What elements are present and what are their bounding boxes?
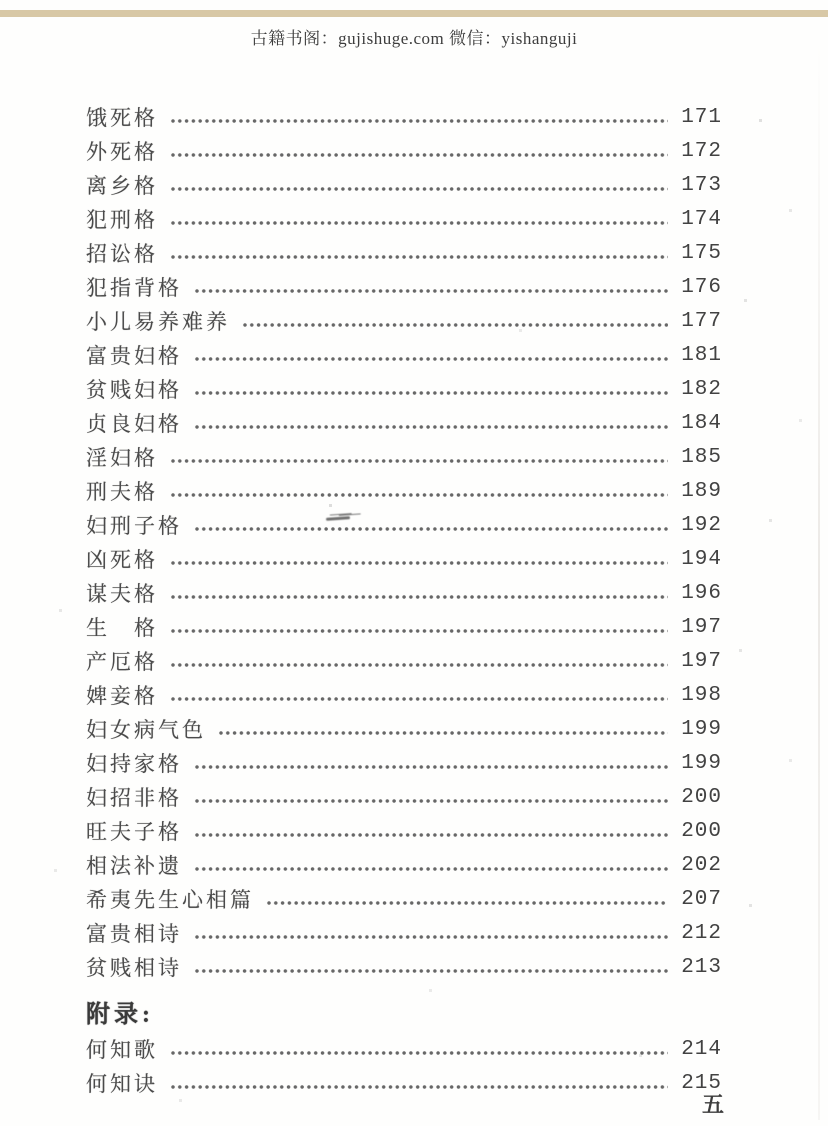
toc-entry (86, 168, 722, 202)
dotted-leader (194, 764, 668, 770)
toc-entry-page: 197 (681, 615, 722, 639)
dotted-leader (170, 458, 668, 464)
toc-entry-page: 194 (681, 547, 722, 571)
toc-entry-title: 何知诀 (86, 1072, 158, 1096)
toc-entry-page: 173 (681, 173, 722, 197)
toc-entry (86, 576, 722, 610)
toc-entry-page: 196 (681, 581, 722, 605)
toc-entry-page: 202 (681, 853, 722, 877)
dotted-leader (194, 866, 668, 872)
toc-entry-page: 198 (681, 683, 722, 707)
toc-entry-title: 妇刑子格 (86, 514, 182, 538)
toc-entry-title: 贫贱妇格 (86, 378, 182, 402)
toc-entry (86, 236, 722, 270)
toc-entry-page: 174 (681, 207, 722, 231)
dotted-leader (170, 492, 668, 498)
toc-entry (86, 372, 722, 406)
toc-entry (86, 916, 722, 950)
toc-entry (86, 950, 722, 984)
toc-entry-title: 妇女病气色 (86, 718, 206, 742)
toc-entry-title: 妇招非格 (86, 786, 182, 810)
toc-entry-title: 谋夫格 (86, 582, 158, 606)
toc-entry-page: 176 (681, 275, 722, 299)
dotted-leader (170, 662, 668, 668)
toc-entry-page: 177 (681, 309, 722, 333)
dotted-leader (170, 186, 668, 192)
dotted-leader (170, 696, 668, 702)
toc-list (86, 100, 722, 1100)
scan-top-band (0, 10, 828, 17)
toc-entry (86, 474, 722, 508)
toc-entry (86, 712, 722, 746)
dotted-leader (194, 798, 668, 804)
toc-entry-title: 何知歌 (86, 1038, 158, 1062)
dotted-leader (218, 730, 668, 736)
toc-entry (86, 440, 722, 474)
dotted-leader (170, 594, 668, 600)
toc-entry-title: 希夷先生心相篇 (86, 888, 254, 912)
toc-entry (86, 1066, 722, 1100)
toc-entry-page: 172 (681, 139, 722, 163)
toc-entry (86, 814, 722, 848)
scan-speckles (0, 0, 1, 1)
toc-section-heading (86, 990, 722, 1032)
toc-entry-title: 犯指背格 (86, 276, 182, 300)
toc-entry-page: 215 (681, 1071, 722, 1095)
toc-entry (86, 644, 722, 678)
dotted-leader (170, 1050, 668, 1056)
toc-entry (86, 202, 722, 236)
toc-entry-page: 197 (681, 649, 722, 673)
toc-entry-title: 犯刑格 (86, 208, 158, 232)
toc-entry-page: 214 (681, 1037, 722, 1061)
scan-page-edge (818, 40, 820, 1120)
toc-entry (86, 508, 722, 542)
toc-entry-page: 192 (681, 513, 722, 537)
toc-entry-page: 199 (681, 751, 722, 775)
toc-entry-title: 刑夫格 (86, 480, 158, 504)
dotted-leader (170, 118, 668, 124)
toc-entry-page: 207 (681, 887, 722, 911)
toc-entry-page: 184 (681, 411, 722, 435)
toc-entry-title: 产厄格 (86, 650, 158, 674)
folio-page-number: 五 (701, 1092, 726, 1117)
toc-entry-title: 相法补遗 (86, 854, 182, 878)
toc-entry-title: 招讼格 (86, 242, 158, 266)
dotted-leader (266, 900, 668, 906)
toc-entry-title: 生 格 (86, 616, 158, 640)
toc-entry (86, 134, 722, 168)
toc-entry (86, 678, 722, 712)
toc-entry-title: 婢妾格 (86, 684, 158, 708)
toc-entry-page: 213 (681, 955, 722, 979)
toc-entry (86, 1032, 722, 1066)
toc-entry-title: 旺夫子格 (86, 820, 182, 844)
toc-entry (86, 542, 722, 576)
toc-entry (86, 780, 722, 814)
toc-entry-page: 212 (681, 921, 722, 945)
dotted-leader (194, 934, 668, 940)
watermark-text: 古籍书阁：gujishuge.com 微信：yishanguji (250, 29, 578, 48)
toc-entry-title: 淫妇格 (86, 446, 158, 470)
toc-entry-page: 199 (681, 717, 722, 741)
dotted-leader (194, 390, 668, 396)
toc-entry-title: 贞良妇格 (86, 412, 182, 436)
dotted-leader (170, 560, 668, 566)
toc-entry-page: 200 (681, 785, 722, 809)
dotted-leader (170, 628, 668, 634)
toc-entry-page: 189 (681, 479, 722, 503)
dotted-leader (170, 220, 668, 226)
toc-entry-page: 171 (681, 105, 722, 129)
toc-entry (86, 610, 722, 644)
toc-entry-title: 妇持家格 (86, 752, 182, 776)
dotted-leader (194, 356, 668, 362)
toc-entry (86, 882, 722, 916)
dotted-leader (170, 254, 668, 260)
toc-entry (86, 100, 722, 134)
toc-entry (86, 338, 722, 372)
dotted-leader (194, 288, 668, 294)
toc-entry-page: 175 (681, 241, 722, 265)
toc-entry-title: 贫贱相诗 (86, 956, 182, 980)
toc-entry-page: 185 (681, 445, 722, 469)
toc-entry (86, 270, 722, 304)
toc-entry-page: 200 (681, 819, 722, 843)
dotted-leader (194, 968, 668, 974)
toc-entry-title: 富贵相诗 (86, 922, 182, 946)
toc-entry (86, 746, 722, 780)
watermark-header (0, 24, 828, 49)
toc-entry (86, 304, 722, 338)
toc-entry-title: 离乡格 (86, 174, 158, 198)
dotted-leader (242, 322, 668, 328)
dotted-leader (170, 1084, 668, 1090)
toc-entry-title: 小儿易养难养 (86, 310, 230, 334)
dotted-leader (194, 424, 668, 430)
dotted-leader (194, 526, 668, 532)
toc-entry-page: 182 (681, 377, 722, 401)
toc-entry-title: 富贵妇格 (86, 344, 182, 368)
dotted-leader (194, 832, 668, 838)
toc-entry-title: 凶死格 (86, 548, 158, 572)
toc-section-heading-label: 附录: (86, 1001, 154, 1028)
dotted-leader (170, 152, 668, 158)
toc-entry (86, 848, 722, 882)
toc-entry-title: 饿死格 (86, 106, 158, 130)
toc-entry (86, 406, 722, 440)
toc-entry-page: 181 (681, 343, 722, 367)
toc-entry-title: 外死格 (86, 140, 158, 164)
